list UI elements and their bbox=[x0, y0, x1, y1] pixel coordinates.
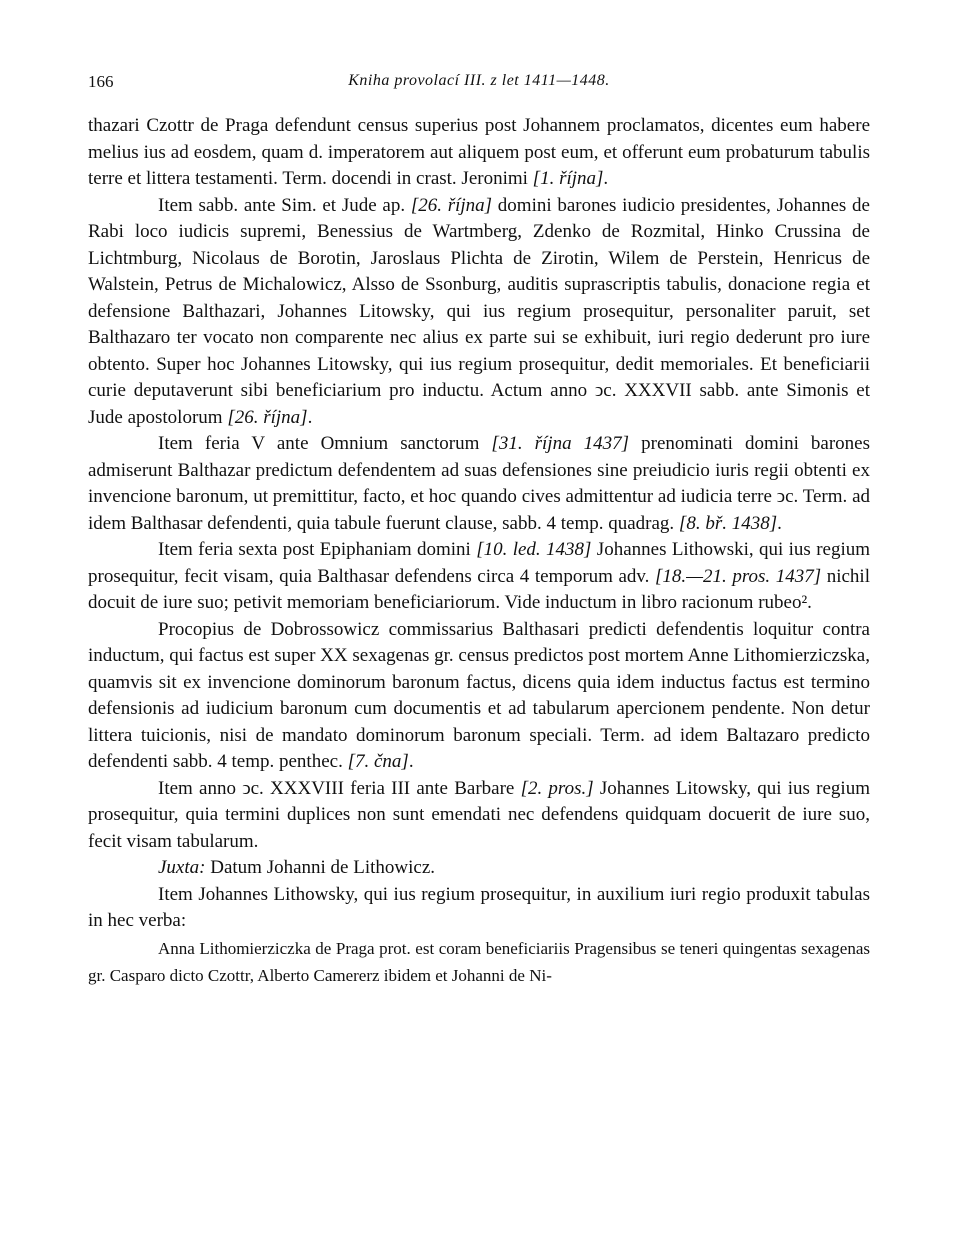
italic-annotation: [8. bř. 1438] bbox=[678, 512, 778, 534]
body-text bbox=[88, 113, 870, 935]
italic-annotation: [18.—21. pros. 1437] bbox=[655, 565, 822, 587]
paragraph bbox=[88, 882, 870, 935]
paragraph bbox=[88, 113, 870, 193]
document-page bbox=[88, 64, 870, 989]
page-header bbox=[88, 64, 870, 94]
text-run: thazari Czottr de Praga defendunt census superius post Johannem proclamatos, dicentes eum habere melius ius ad eosdem, quam d. imperatorem aut aliquem post eum, et offerunt eum probaturum tabulis terre et littera testamenti. Term. docendi in crast. Jeronimi bbox=[88, 115, 870, 189]
text-run: domini barones iudicio presidentes, Johannes de Rabi loco iudicis supremi, Benessius de Wartmberg, Zdenko de Rozmital, Hinko Crussina de Lichtmburg, Nicolaus de Borotin, Jaroslaus Plichta de Zirotin, Wilem de Perstein, Henricus de Walstein, Petrus de Michalowicz, Alsso de Ssonburg, auditis suprascriptis tabulis, donacione regia et defensione Balthazari, Johannes Litowsky, qui ius regium prosequitur, personaliter paruit, set Balthazaro ter vocato non comparente nec alius ex parte sui se exhibuit, iuri regio dederunt pro iure obtento. Super hoc Johannes Litowsky, qui ius regium prosequitur, dedit memoriales. Et beneficiarii curie deputaverunt sibi beneficiarium pro inductu. Actum anno ↄc. XXXVII sabb. ante Simonis et Jude apostolorum bbox=[88, 194, 870, 428]
running-title: Kniha provolací III. z let 1411—1448. bbox=[348, 72, 610, 89]
italic-annotation: [26. října] bbox=[410, 194, 493, 216]
small-print-excerpt bbox=[88, 935, 870, 989]
italic-annotation: [2. pros.] bbox=[520, 777, 594, 799]
paragraph bbox=[88, 855, 870, 882]
text-run: Item anno ↄc. XXXVIII feria III ante Barbare bbox=[158, 777, 521, 799]
paragraph bbox=[88, 193, 870, 432]
text-run: Johannes Litowsky, qui ius regium prosequitur, quia termini duplices non sunt emendati nec defendens quidquam docuerit de iure suo, fecit visam tabularum. bbox=[88, 777, 870, 852]
paragraph bbox=[88, 776, 870, 856]
italic-annotation: [1. října] bbox=[532, 168, 604, 189]
text-run: Item sabb. ante Sim. et Jude ap. bbox=[158, 194, 411, 216]
paragraph bbox=[88, 617, 870, 776]
text-run: coram beneficiariis Pragensibus se teneri quingentas sexagenas gr. Casparo dicto Czottr, Alberto Camererz ibidem et Johanni de Ni- bbox=[88, 938, 870, 985]
italic-annotation: est bbox=[415, 938, 435, 958]
text-run: . bbox=[408, 751, 414, 772]
italic-annotation: [7. čna] bbox=[347, 751, 409, 772]
italic-annotation: [31. října 1437] bbox=[491, 433, 630, 454]
text-run: Item feria sexta post Epiphaniam domini bbox=[158, 539, 477, 560]
text-run: prenominati domini barones admiserunt Balthazar predictum defendentem ad suas defensiones sine preiudicio iuris regii obtenti ex invencione baronum, ut premittitur, facto, et hoc quando cives admittentur ad iudicia terre ↄc. Term. ad idem Balthasar defendenti, quia tabule fuerunt clause, sabb. 4 temp. quadrag. bbox=[88, 433, 871, 534]
italic-annotation: [26. října] bbox=[227, 406, 308, 428]
text-run: Procopius de Dobrossowicz commissarius Balthasari predicti defendentis loquitur contra inductum, qui factus est super XX sexagenas gr. census predictos post mortem Anne Lithomierziczska, quamvis sit ex invencione dominorum baronum factus, dicens quia idem inductus factus est termino defensionis ad iudicium baronum cum documentis et ad tabularum apercionem pendente. Non detur littera tuicionis, nisi de mandato dominorum baronum speciali. Term. ad idem Baltazaro predicto defendenti sabb. 4 temp. penthec. bbox=[88, 618, 870, 772]
paragraph bbox=[88, 431, 870, 537]
page-number: 166 bbox=[88, 72, 114, 91]
italic-annotation: Juxta: bbox=[158, 857, 206, 878]
text-run: Item Johannes Lithowsky, qui ius regium prosequitur, in auxilium iuri regio produxit tabulas in hec verba: bbox=[88, 883, 870, 931]
text-run: . bbox=[307, 406, 313, 428]
text-run: . bbox=[777, 512, 782, 534]
text-run: Anna Lithomierziczka de Praga prot. bbox=[158, 938, 416, 958]
text-run: Item feria V ante Omnium sanctorum bbox=[158, 433, 492, 454]
text-run: . bbox=[603, 168, 609, 189]
text-run: nichil docuit de iure suo; petivit memoriam beneficiariorum. Vide inductum in libro racionum rubeo². bbox=[88, 565, 870, 613]
text-run: Johannes Lithowski, qui ius regium prosequitur, fecit visam, quia Balthasar defendens circa 4 temporum adv. bbox=[88, 539, 871, 587]
text-run: Datum Johanni de Lithowicz. bbox=[205, 857, 436, 878]
italic-annotation: [10. led. 1438] bbox=[476, 539, 592, 560]
paragraph bbox=[88, 537, 870, 617]
